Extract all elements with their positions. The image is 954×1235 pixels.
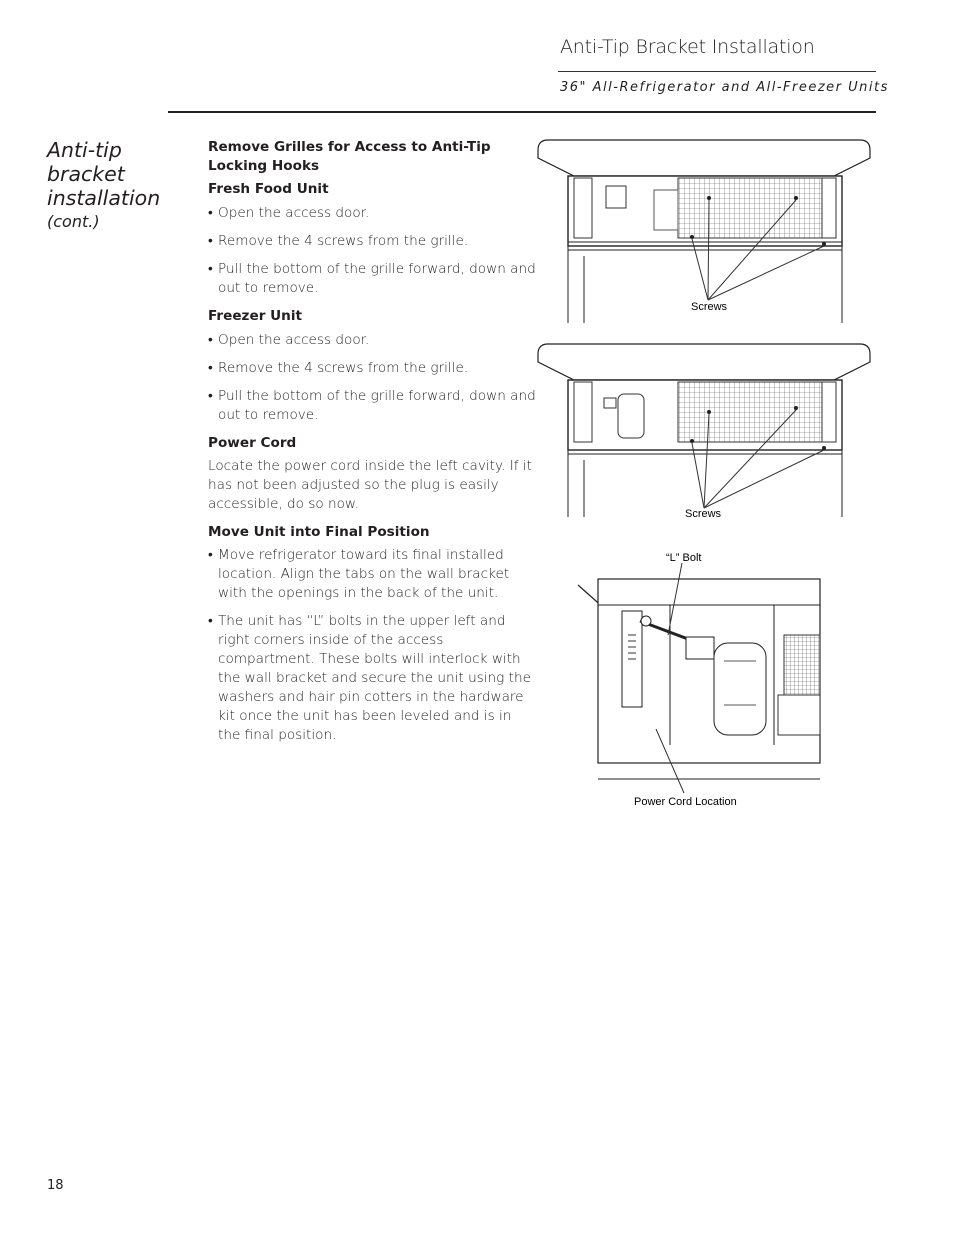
freezer-heading: Freezer Unit: [208, 308, 303, 324]
remove-grilles-heading: Remove Grilles for Access to Anti-Tip Locking Hooks: [208, 139, 491, 174]
main-divider: [168, 111, 876, 113]
freezer-step-2: • Remove the 4 screws from the grille.: [208, 359, 538, 378]
page-header-subtitle: 36" All-Refrigerator and All-Freezer Units: [560, 80, 889, 95]
fresh-food-step-1: • Open the access door.: [208, 204, 538, 223]
l-bolt-detail-illustration: [574, 545, 826, 813]
freezer-screws-label: Screws: [685, 508, 722, 520]
side-title-cont: (cont.): [47, 212, 100, 231]
fresh-food-grille-figure: [534, 138, 874, 328]
header-divider: [558, 71, 876, 72]
fresh-food-heading: Fresh Food Unit: [208, 181, 329, 197]
power-cord-text: Locate the power cord inside the left cavity. If it has not been adjusted so the plug is easily accessible, do so now.: [208, 458, 532, 512]
freezer-grille-figure: [534, 342, 874, 522]
power-cord-location-label: Power Cord Location: [634, 796, 737, 808]
freezer-step-1: • Open the access door.: [208, 331, 538, 350]
move-unit-step-2: • The unit has “L” bolts in the upper left and right corners inside of the access compartment. These bolts will interlock with the wall bracket and secure the unit using the washers and hair pin cotters in the hardware kit once the unit has been leveled and is in the final position.: [208, 612, 538, 745]
l-bolt-detail-figure: [574, 545, 826, 813]
fresh-food-screws-label: Screws: [691, 301, 728, 313]
side-title-text: Anti-tip bracket installation: [47, 138, 161, 210]
freezer-step-3: • Pull the bottom of the grille forward, down and out to remove.: [208, 387, 538, 425]
move-unit-heading: Move Unit into Final Position: [208, 524, 430, 540]
fresh-food-step-2: • Remove the 4 screws from the grille.: [208, 232, 538, 251]
page-header-title: Anti-Tip Bracket Installation: [560, 36, 815, 58]
section-side-title: [47, 138, 172, 234]
power-cord-heading: Power Cord: [208, 435, 297, 451]
fresh-food-grille-illustration: [534, 138, 874, 328]
fresh-food-step-3: • Pull the bottom of the grille forward, down and out to remove.: [208, 260, 538, 298]
l-bolt-label: “L” Bolt: [666, 552, 702, 564]
freezer-grille-illustration: [534, 342, 874, 522]
instructions-column: [208, 138, 538, 745]
page-number: 18: [47, 1178, 64, 1193]
move-unit-step-1: • Move refrigerator toward its final installed location. Align the tabs on the wall bracket with the openings in the back of the unit.: [208, 546, 538, 603]
